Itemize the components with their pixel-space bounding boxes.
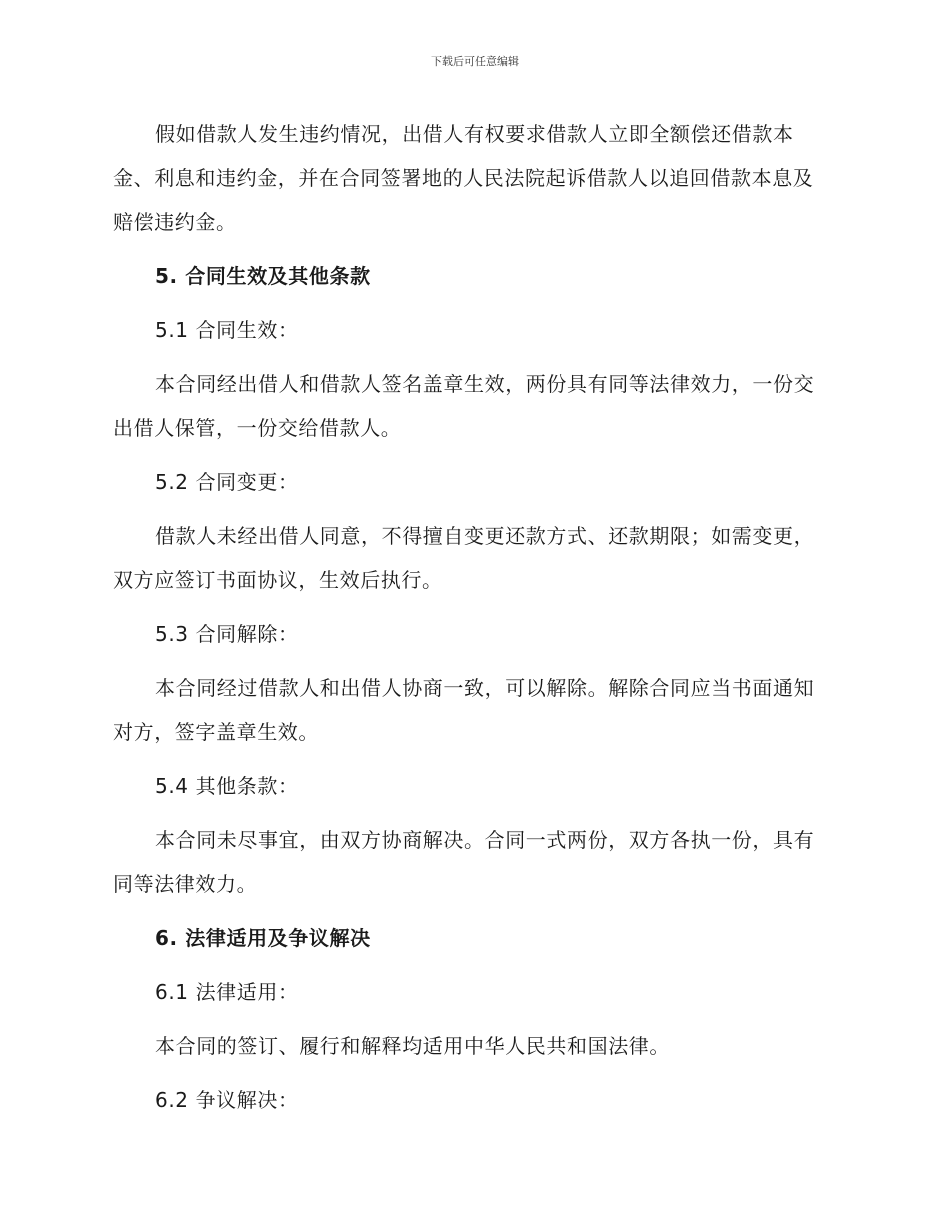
section-heading-6: 6. 法律适用及争议解决	[155, 926, 371, 950]
subsection-heading-5-2: 5.2 合同变更：	[155, 470, 299, 494]
paragraph-5-4: 本合同未尽事宜，由双方协商解决。合同一式两份，双方各执一份，具有同等法律效力。	[113, 828, 815, 896]
section-heading-5: 5. 合同生效及其他条款	[155, 264, 371, 288]
document-body	[113, 112, 833, 1122]
subsection-heading-5-4: 5.4 其他条款：	[155, 774, 299, 798]
paragraph-5-1: 本合同经出借人和借款人签名盖章生效，两份具有同等法律效力，一份交出借人保管，一份交给借款人。	[113, 372, 815, 440]
page-header: 下载后可任意编辑	[431, 55, 519, 68]
paragraph-5-3: 本合同经过借款人和出借人协商一致，可以解除。解除合同应当书面通知对方，签字盖章生效。	[113, 676, 815, 744]
paragraph-5-2: 借款人未经出借人同意，不得擅自变更还款方式、还款期限；如需变更，双方应签订书面协议，生效后执行。	[113, 524, 815, 592]
subsection-heading-5-1: 5.1 合同生效：	[155, 318, 299, 342]
subsection-heading-5-3: 5.3 合同解除：	[155, 622, 299, 646]
subsection-heading-6-2: 6.2 争议解决：	[155, 1088, 299, 1112]
paragraph-default-remedy: 假如借款人发生违约情况，出借人有权要求借款人立即全额偿还借款本金、利息和违约金，并在合同签署地的人民法院起诉借款人以追回借款本息及赔偿违约金。	[113, 122, 814, 234]
paragraph-6-1: 本合同的签订、履行和解释均适用中华人民共和国法律。	[155, 1034, 670, 1058]
subsection-heading-6-1: 6.1 法律适用：	[155, 980, 299, 1004]
